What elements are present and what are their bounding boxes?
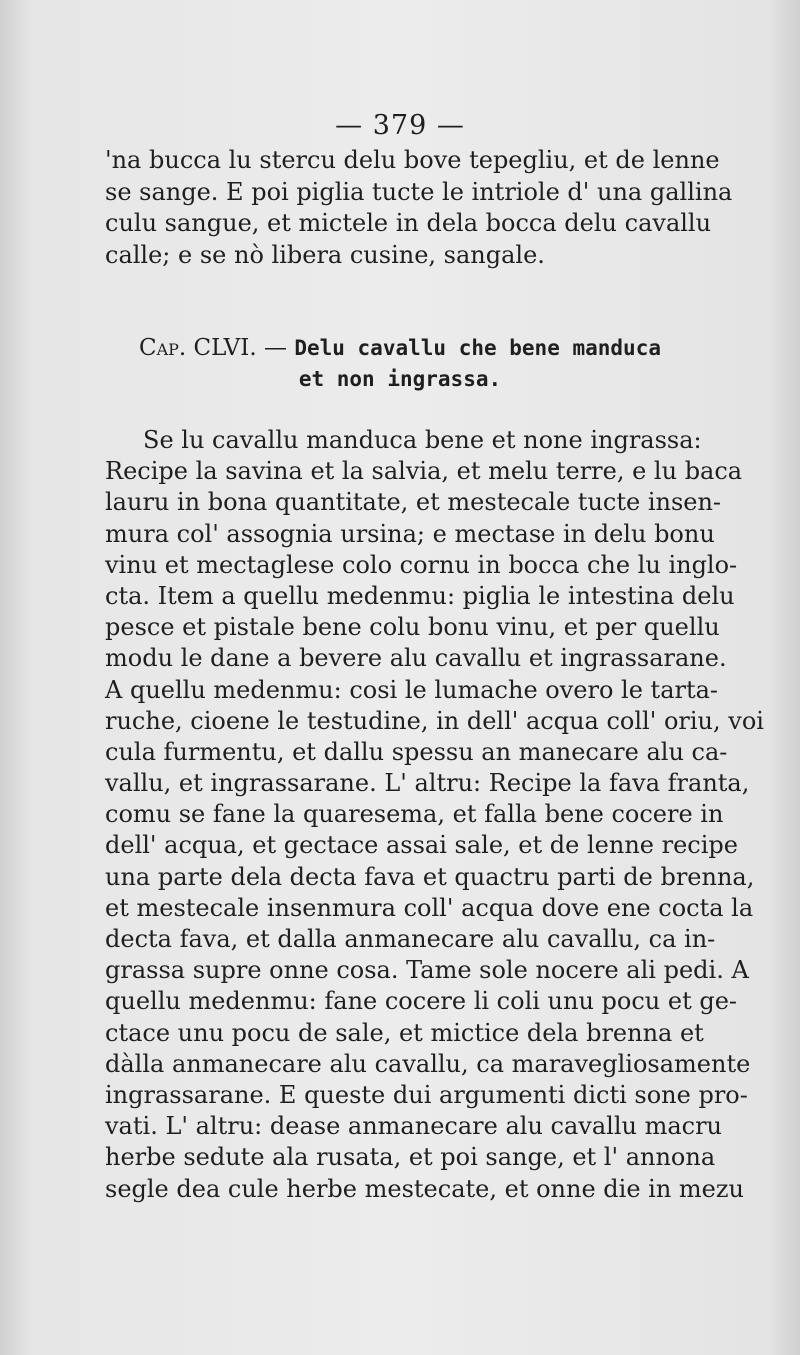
text-line: se sange. E poi piglia tucte le intriole d' una gallina bbox=[105, 177, 733, 206]
text-line: mura col' assognia ursina; e mectase in delu bonu bbox=[105, 519, 715, 548]
text-line: pesce et pistale bene colu bonu vinu, et per quellu bbox=[105, 613, 720, 642]
text-line: herbe sedute ala rusata, et poi sange, et l' annona bbox=[105, 1143, 716, 1172]
chapter-title-line2: et non ingrassa. bbox=[298, 367, 502, 391]
paragraph-continuation bbox=[105, 145, 733, 272]
text-line: modu le dane a bevere alu cavallu et ingrassarane. bbox=[105, 644, 727, 673]
text-line: Se lu cavallu manduca bene et none ingrassa: bbox=[143, 426, 702, 454]
text-line: et mestecale insenmura coll' acqua dove ene cocta la bbox=[105, 893, 754, 922]
text-line: cula furmentu, et dallu spessu an manecare alu ca- bbox=[105, 737, 728, 766]
text-line: lauru in bona quantitate, et mestecale tucte insen- bbox=[105, 488, 722, 517]
page-number: — 379 — bbox=[335, 110, 465, 141]
text-line: cta. Item a quellu medenmu: piglia le intestina delu bbox=[105, 581, 735, 610]
text-line: comu se fane la quaresema, et falla bene cocere in bbox=[105, 800, 724, 829]
text-line: quellu medenmu: fane cocere li coli unu pocu et ge- bbox=[105, 987, 738, 1016]
chapter-body bbox=[105, 425, 764, 1205]
text-line: Recipe la savina et la salvia, et melu terre, e lu baca bbox=[105, 457, 743, 486]
text-line: vallu, et ingrassarane. L' altru: Recipe la fava franta, bbox=[105, 769, 750, 798]
text-line: una parte dela decta fava et quactru parti de brenna, bbox=[105, 862, 755, 891]
text-line: culu sangue, et mictele in dela bocca delu cavallu bbox=[105, 209, 712, 238]
text-line: calle; e se nò libera cusine, sangale. bbox=[105, 241, 545, 270]
text-line: dell' acqua, et gectace assai sale, et de lenne recipe bbox=[105, 831, 738, 860]
text-line: ingrassarane. E queste dui argumenti dicti sone pro- bbox=[105, 1080, 748, 1109]
text-line: grassa supre onne cosa. Tame sole nocere ali pedi. A bbox=[105, 956, 749, 985]
chapter-title-line1: Delu cavallu che bene manduca bbox=[294, 336, 661, 360]
text-line: segle dea cule herbe mestecate, et onne die in mezu bbox=[105, 1174, 744, 1203]
text-line: vinu et mectaglese colo cornu in bocca che lu inglo- bbox=[105, 550, 738, 579]
text-line: decta fava, et dalla anmanecare alu cavallu, ca in- bbox=[105, 925, 716, 953]
text-line: ruche, cioene le testudine, in dell' acqua coll' oriu, voi bbox=[105, 706, 764, 735]
text-line: ctace unu pocu de sale, et mictice dela brenna et bbox=[105, 1018, 704, 1047]
text-line: dàlla anmanecare alu cavallu, ca maravegliosamente bbox=[105, 1049, 751, 1078]
text-line: A quellu medenmu: cosi le lumache overo le tarta- bbox=[105, 675, 719, 704]
text-line: 'na bucca lu stercu delu bove tepegliu, et de lenne bbox=[105, 146, 720, 174]
text-line: vati. L' altru: dease anmanecare alu cavallu macru bbox=[105, 1112, 723, 1141]
chapter-heading bbox=[0, 333, 800, 395]
chapter-label: Cap. CLVI. — bbox=[139, 335, 288, 361]
